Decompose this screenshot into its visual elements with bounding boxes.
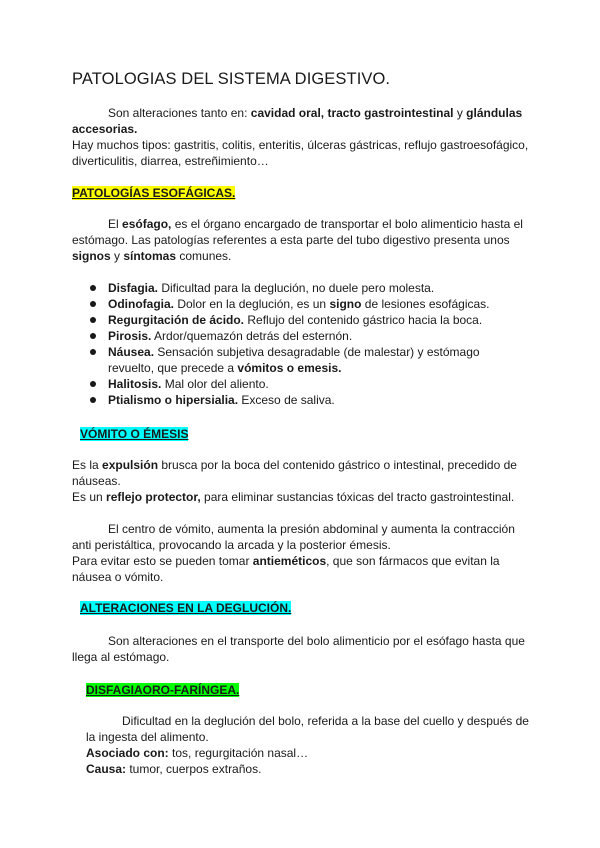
heading-disfagia: [86, 682, 239, 698]
intro-bold-1: cavidad oral, tracto gastrointestinal: [250, 106, 454, 120]
antiemeticos-paragraph: [72, 553, 532, 585]
intro-text-2: y: [453, 106, 467, 120]
asociado-label: Asociado con:: [86, 746, 169, 760]
vomito-definition: [72, 457, 532, 489]
intro-text: Son alteraciones tanto en:: [108, 106, 251, 120]
bullet-term: Pirosis.: [108, 329, 152, 343]
esofago-text-3: y: [110, 249, 124, 263]
heading-esofagicas-text: PATOLOGÍAS ESOFÁGICAS.: [72, 186, 236, 200]
causa-value: tumor, cuerpos extraños.: [126, 762, 262, 776]
causa-label: Causa:: [86, 762, 127, 776]
list-item: [88, 392, 528, 408]
esofago-bold: esófago,: [122, 217, 172, 231]
heading-vomito: [80, 426, 188, 442]
esofago-paragraph: [72, 216, 532, 264]
vomito-text-1: Es la: [72, 458, 103, 472]
bullet-icon: [90, 333, 96, 339]
list-item: [88, 328, 528, 344]
bullet-text-2: de lesiones esofágicas.: [361, 297, 490, 311]
bullet-text: Ardor/quemazón detrás del esternón.: [151, 329, 353, 343]
list-item: [88, 280, 528, 296]
bullet-term: Regurgitación de ácido.: [108, 313, 245, 327]
document-title: PATOLOGIAS DEL SISTEMA DIGESTIVO.: [72, 70, 391, 88]
intro-paragraph: [72, 105, 532, 137]
intro-bold-2: glándulas accesorias.: [72, 106, 523, 136]
bullet-icon: [90, 349, 96, 355]
heading-vomito-text: VÓMITO O ÉMESIS: [80, 427, 189, 441]
signos-bold: signos: [72, 249, 111, 263]
disfagia-paragraph: Dificultad en la deglución del bolo, referida a la base del cuello y después de la ingesta del alimento.: [86, 714, 529, 744]
bullet-term-2: signo: [329, 297, 362, 311]
symptom-list: [88, 280, 528, 408]
asociado-line: [86, 745, 546, 761]
bullet-term-2: vómitos o emesis.: [237, 361, 342, 375]
deglucion-paragraph: Son alteraciones en el transporte del bolo alimenticio por el esófago hasta que llega al estómago.: [72, 634, 525, 664]
heading-deglucion: [80, 600, 291, 616]
bullet-text: Mal olor del aliento.: [161, 377, 269, 391]
bullet-text: Sensación subjetiva desagradable (de malestar) y estómago revuelto, que precede a: [108, 345, 480, 375]
causa-line: [86, 761, 546, 777]
reflex-bold: reflejo protector,: [106, 490, 201, 504]
expulsion-bold: expulsión: [102, 458, 159, 472]
antiemeticos-bold: antieméticos: [252, 554, 327, 568]
bullet-term: Náusea.: [108, 345, 155, 359]
bullet-icon: [90, 381, 96, 387]
reflex-text-2: para eliminar sustancias tóxicas del tracto gastrointestinal.: [200, 490, 515, 504]
bullet-term: Disfagia.: [108, 281, 159, 295]
bullet-text: Reflujo del contenido gástrico hacia la boca.: [244, 313, 483, 327]
esofago-text-4: comunes.: [176, 249, 232, 263]
bullet-icon: [90, 285, 96, 291]
list-item: [88, 344, 528, 376]
list-item: [88, 376, 528, 392]
sintomas-bold: síntomas: [123, 249, 177, 263]
asociado-value: tos, regurgitación nasal…: [168, 746, 309, 760]
bullet-term: Halitosis.: [108, 377, 162, 391]
bullet-term: Odinofagia.: [108, 297, 174, 311]
bullet-icon: [90, 317, 96, 323]
esofago-text-2: es el órgano encargado de transportar el bolo alimenticio hasta el estómago. Las patologías referentes a esta parte del tubo digestivo presenta unos: [72, 217, 523, 247]
bullet-text: Dolor en la deglución, es un: [174, 297, 330, 311]
list-item: [88, 296, 528, 312]
heading-deglucion-text: ALTERACIONES EN LA DEGLUCIÓN.: [80, 601, 292, 615]
antiemeticos-text-2: , que son fármacos que evitan la náusea o vómito.: [72, 554, 500, 584]
vomito-text-2: brusca por la boca del contenido gástrico o intestinal, precedido de náuseas.: [72, 458, 517, 488]
bullet-term: Ptialismo o hipersialia.: [108, 393, 239, 407]
esofago-text-1: El: [108, 217, 123, 231]
reflex-text-1: Es un: [72, 490, 107, 504]
vomito-center-paragraph: El centro de vómito, aumenta la presión abdominal y aumenta la contracción anti peristáltica, provocando la arcada y la posterior émesis.: [72, 522, 515, 552]
heading-disfagia-text: DISFAGIAORO-FARÍNGEA.: [86, 683, 240, 697]
intro-types-paragraph: Hay muchos tipos: gastritis, colitis, enteritis, úlceras gástricas, reflujo gastroesofágico, diverticulitis, diarrea, estreñimiento…: [72, 138, 529, 168]
bullet-icon: [90, 301, 96, 307]
antiemeticos-text-1: Para evitar esto se pueden tomar: [72, 554, 253, 568]
bullet-text: Exceso de saliva.: [238, 393, 335, 407]
bullet-text: Dificultad para la deglución, no duele pero molesta.: [158, 281, 435, 295]
vomito-reflex: [72, 489, 532, 505]
bullet-icon: [90, 397, 96, 403]
list-item: [88, 312, 528, 328]
heading-esofagicas: [72, 185, 235, 201]
